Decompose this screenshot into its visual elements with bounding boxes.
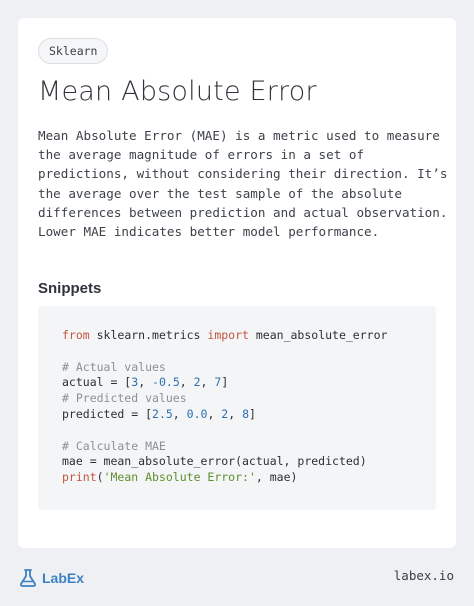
- code-comment: # Actual values: [62, 359, 166, 374]
- page-title: Mean Absolute Error: [38, 76, 317, 107]
- code-number: 0.0: [186, 406, 208, 421]
- code-line-blank: [62, 344, 436, 360]
- labex-logo[interactable]: [18, 568, 84, 588]
- code-keyword: from: [62, 328, 90, 342]
- code-keyword: import: [207, 328, 249, 342]
- category-tag[interactable]: Sklearn: [38, 38, 108, 64]
- code-text: actual = [: [62, 375, 132, 390]
- code-line-import: [62, 328, 436, 344]
- code-function: print: [62, 470, 97, 485]
- code-number: -0.5: [152, 375, 180, 390]
- code-module: sklearn.metrics: [89, 328, 208, 342]
- code-number: 8: [242, 406, 250, 421]
- code-string: 'Mean Absolute Error:': [103, 470, 256, 485]
- code-line-mae: mae = mean_absolute_error(actual, predicted): [62, 454, 367, 469]
- code-comment: # Predicted values: [62, 391, 187, 406]
- description-text: Mean Absolute Error (MAE) is a metric used to measure the average magnitude of errors in a set of predictions, without considering their direction. It’s the average over the test sample of the absolute differences between prediction and actual observation. Lower MAE indicates better model performance.: [38, 128, 448, 240]
- code-snippet: [38, 306, 436, 510]
- code-line-blank: [62, 423, 436, 439]
- site-url[interactable]: labex.io: [393, 568, 454, 583]
- flask-icon: [18, 568, 38, 588]
- code-import-name: mean_absolute_error: [248, 328, 388, 342]
- code-line-actual: actual = [3, -0.5, 2, 7]: [62, 375, 229, 390]
- code-number: 3: [131, 375, 139, 390]
- code-number: 2: [221, 406, 229, 421]
- code-line-print: print('Mean Absolute Error:', mae): [62, 470, 298, 485]
- logo-text: LabEx: [42, 570, 85, 586]
- footer: [0, 548, 474, 606]
- code-number: 7: [214, 375, 222, 390]
- snippets-heading: Snippets: [38, 280, 102, 297]
- content-card: [18, 18, 456, 548]
- code-text: , mae): [255, 470, 298, 485]
- code-number: 2.5: [152, 406, 173, 421]
- code-line-predicted: predicted = [2.5, 0.0, 2, 8]: [62, 406, 256, 421]
- code-number: 2: [193, 375, 201, 390]
- code-text: predicted = [: [62, 406, 153, 421]
- code-comment: # Calculate MAE: [62, 438, 166, 453]
